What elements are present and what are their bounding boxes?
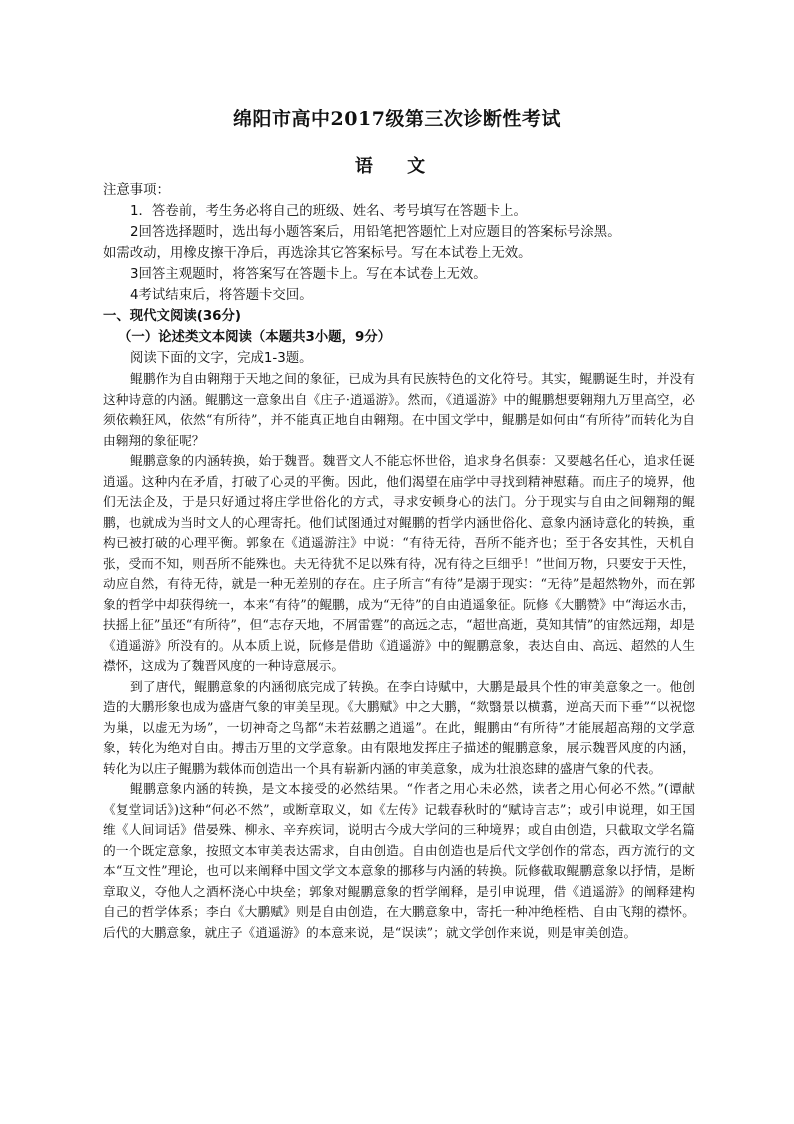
instructions-block	[103, 180, 703, 369]
reading-passage	[103, 369, 695, 943]
note-item-2: 2回答选择题时，选出每小题答案后，用铅笔把答题忙上对应题目的答案标号涂黑。	[130, 225, 621, 240]
subject-title: 语 文	[354, 156, 440, 177]
notes-heading: 注意事项：	[103, 183, 170, 198]
passage-paragraph-1: 鲲鹏作为自由翱翔于天地之间的象征，已成为具有民族特色的文化符号。其实，鲲鹏诞生时，并没有这种诗意的内涵。鲲鹏这一意象出自《庄子·逍遥游》。然而，《逍遥游》中的鲲鹏想要翱翔九万里高空，必须依赖狂风，依然“有所待”，并不能真正地自由翱翔。在中国文学中，鲲鹏是如何由“有所待”而转化为自由翱翔的象征呢？	[103, 371, 695, 448]
section-heading: 一、现代文阅读(36分)	[103, 309, 241, 324]
note-item-3: 3回答主观题时，将答案写在答题卡上。写在本试卷上无效。	[130, 267, 487, 282]
subsection-heading: （一）论述类文本阅读（本题共3小题，9分）	[118, 330, 392, 345]
exam-title: 绵阳市高中2017级第三次诊断性考试	[233, 108, 561, 130]
passage-paragraph-2: 鲲鹏意象的内涵转换，始于魏晋。魏晋文人不能忘怀世俗，追求身名俱泰：又要越名任心，追求任诞逍遥。这种内在矛盾，打破了心灵的平衡。因此，他们渴望在庙学中寻找到精神慰藉。而庄子的境界，他们无法企及，于是只好通过将庄学世俗化的方式，寻求安顿身心的法门。分于现实与自由之间翱翔的鲲鹏，也就成为当时文人的心理寄托。他们试图通过对鲲鹏的哲学内涵世俗化、意象内涵诗意化的转换，重构已被打破的心理平衡。郭象在《逍遥游注》中说：“有待无待，吾所不能齐也；至于各安其性，天机自张，受而不知，则吾所不能殊也。夫无待犹不足以殊有待，况有待之巨细乎！”世间万物，只要安于天性，动应自然，有待无待，就是一种无差别的存在。庄子所言“有待”是溺于现实：“无待”是超然物外，而在郭象的哲学中却获得统一，本来“有待”的鲲鹏，成为“无待”的自由逍遥象征。阮修《大鹏赞》中“海运水击，扶摇上征”虽还“有所待”，但“志存天地，不屑雷霆”的高远之志，“超世高逝，莫知其情”的宙然远翔，却是《逍遥游》所没有的。从本质上说，阮修是借助《逍遥游》中的鲲鹏意象，表达自由、高远、超然的人生襟怀，这成为了魏晋风度的一种诗意展示。	[103, 453, 695, 673]
passage-paragraph-4: 鲲鹏意象内涵的转换，是文本接受的必然结果。“作者之用心未必然，读者之用心何必不然。”(谭献《复堂词话》)这种“何必不然”，或断章取义，如《左传》记载春秋时的“赋诗言志”；或引申说理，如王国维《人间词话》借晏殊、柳永、辛弃疾词，说明古今成大学问的三种境界；或自由创造，只截取文学名篇的一个既定意象，按照文本审美表达需求，自由创造。自由创造也是后代文学创作的常态，西方流行的文本“互文性”理论，也可以来阐释中国文学文本意象的挪移与内涵的转换。阮修截取鲲鹏意象以抒情，是断章取义，夺他人之酒杯浇心中块垒；郭象对鲲鹏意象的哲学阐释，是引申说理，借《逍遥游》的阐释建构自己的哲学体系；李白《大鹏赋》则是自由创造，在大鹏意象中，寄托一种冲绝桎梏、自由飞翔的襟怀。后代的大鹏意象，就庄子《逍遥游》的本意来说，是“误读”；就文学创作来说，则是审美创造。	[103, 781, 695, 940]
reading-instruction: 阅读下面的文字，完成1-3题。	[130, 351, 313, 366]
note-item-4: 4考试结束后，将答题卡交回。	[130, 288, 313, 303]
note-item-1: 1．答卷前，考生务必将自己的班级、姓名、考号填写在答题卡上。	[130, 204, 527, 219]
note-item-2-continued: 如需改动，用橡皮擦干净后，再选涂其它答案标号。写在本试卷上无效。	[103, 246, 532, 261]
passage-paragraph-3: 到了唐代，鲲鹏意象的内涵彻底完成了转换。在李白诗赋中，大鹏是最具个性的审美意象之一。他创造的大鹏形象也成为盛唐气象的审美呈现。《大鹏赋》中之大鹏，“欻翳景以横翥，逆高天而下垂”“以祝惚为巢，以虚无为场”，一切神奇之鸟都“未若兹鹏之逍遥”。在此，鲲鹏由“有所待”才能展超高翔的文学意象，转化为绝对自由。搏击万里的文学意象。由有限地发挥庄子描述的鲲鹏意象，展示魏晋风度的内涵，转化为以庄子鲲鹏为载体而创造出一个具有崭新内涵的审美意象，成为壮浪恣肆的盛唐气象的代表。	[103, 678, 695, 776]
